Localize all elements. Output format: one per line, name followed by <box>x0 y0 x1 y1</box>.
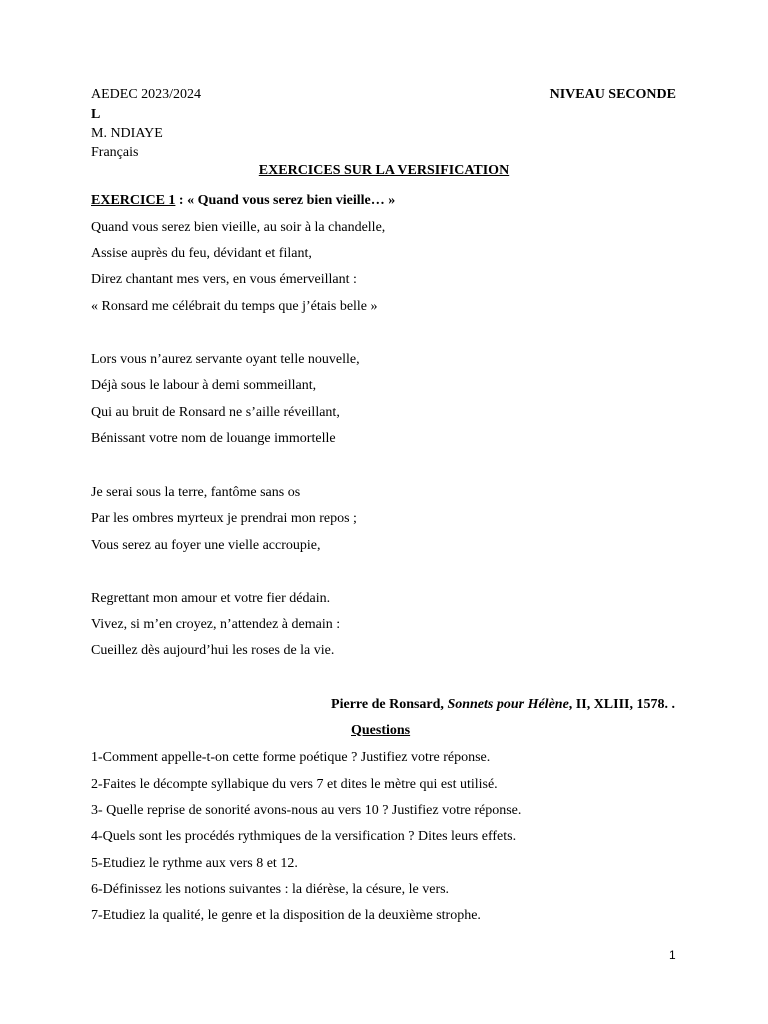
question-item: 3- Quelle reprise de sonorité avons-nous au vers 10 ? Justifiez votre réponse. <box>91 803 522 818</box>
poem-verse: Vous serez au foyer une vielle accroupie, <box>91 538 321 553</box>
teacher-name: M. NDIAYE <box>91 126 163 141</box>
questions-heading: Questions <box>351 723 411 738</box>
school-year: AEDEC 2023/2024 <box>91 87 202 102</box>
question-item: 6-Définissez les notions suivantes : la diérèse, la césure, le vers. <box>91 882 450 897</box>
poem-verse: Par les ombres myrteux je prendrai mon repos ; <box>91 511 357 526</box>
page-number: 1 <box>669 948 676 962</box>
exercise-label: EXERCICE 1 <box>91 193 176 208</box>
question-item: 7-Etudiez la qualité, le genre et la disposition de la deuxième strophe. <box>91 908 481 923</box>
subject-name: Français <box>91 145 139 160</box>
exercise-separator: : <box>175 193 188 208</box>
poem-verse: Qui au bruit de Ronsard ne s’aille réveillant, <box>91 405 340 420</box>
class-series: L <box>91 107 101 122</box>
poem-source <box>331 697 675 713</box>
question-item: 4-Quels sont les procédés rythmiques de la versification ? Dites leurs effets. <box>91 829 517 844</box>
poem-title: « Quand vous serez bien vieille… » <box>187 193 396 208</box>
source-author: Pierre de Ronsard, <box>331 697 444 712</box>
poem-verse: Direz chantant mes vers, en vous émerveillant : <box>91 272 357 287</box>
question-item: 2-Faites le décompte syllabique du vers 7 et dites le mètre qui est utilisé. <box>91 777 498 792</box>
poem-verse: Bénissant votre nom de louange immortelle <box>91 431 336 446</box>
poem-verse: Regrettant mon amour et votre fier dédain. <box>91 591 331 606</box>
question-item: 1-Comment appelle-t-on cette forme poétique ? Justifiez votre réponse. <box>91 750 491 765</box>
exercise-heading <box>91 193 395 209</box>
class-level: NIVEAU SECONDE <box>549 87 676 102</box>
poem-verse: Quand vous serez bien vieille, au soir à la chandelle, <box>91 220 386 235</box>
poem-verse: Déjà sous le labour à demi sommeillant, <box>91 378 317 393</box>
source-reference: , II, XLIII, 1578. . <box>568 697 675 712</box>
source-work: Sonnets pour Hélène <box>447 697 569 712</box>
page-title: EXERCICES SUR LA VERSIFICATION <box>258 163 510 178</box>
poem-verse: Lors vous n’aurez servante oyant telle nouvelle, <box>91 352 360 367</box>
poem-verse: Assise auprès du feu, dévidant et filant, <box>91 246 312 261</box>
poem-verse: « Ronsard me célébrait du temps que j’étais belle » <box>91 299 378 314</box>
poem-verse: Cueillez dès aujourd’hui les roses de la vie. <box>91 643 335 658</box>
poem-verse: Vivez, si m’en croyez, n’attendez à demain : <box>91 617 341 632</box>
poem-verse: Je serai sous la terre, fantôme sans os <box>91 485 301 500</box>
question-item: 5-Etudiez le rythme aux vers 8 et 12. <box>91 856 298 871</box>
